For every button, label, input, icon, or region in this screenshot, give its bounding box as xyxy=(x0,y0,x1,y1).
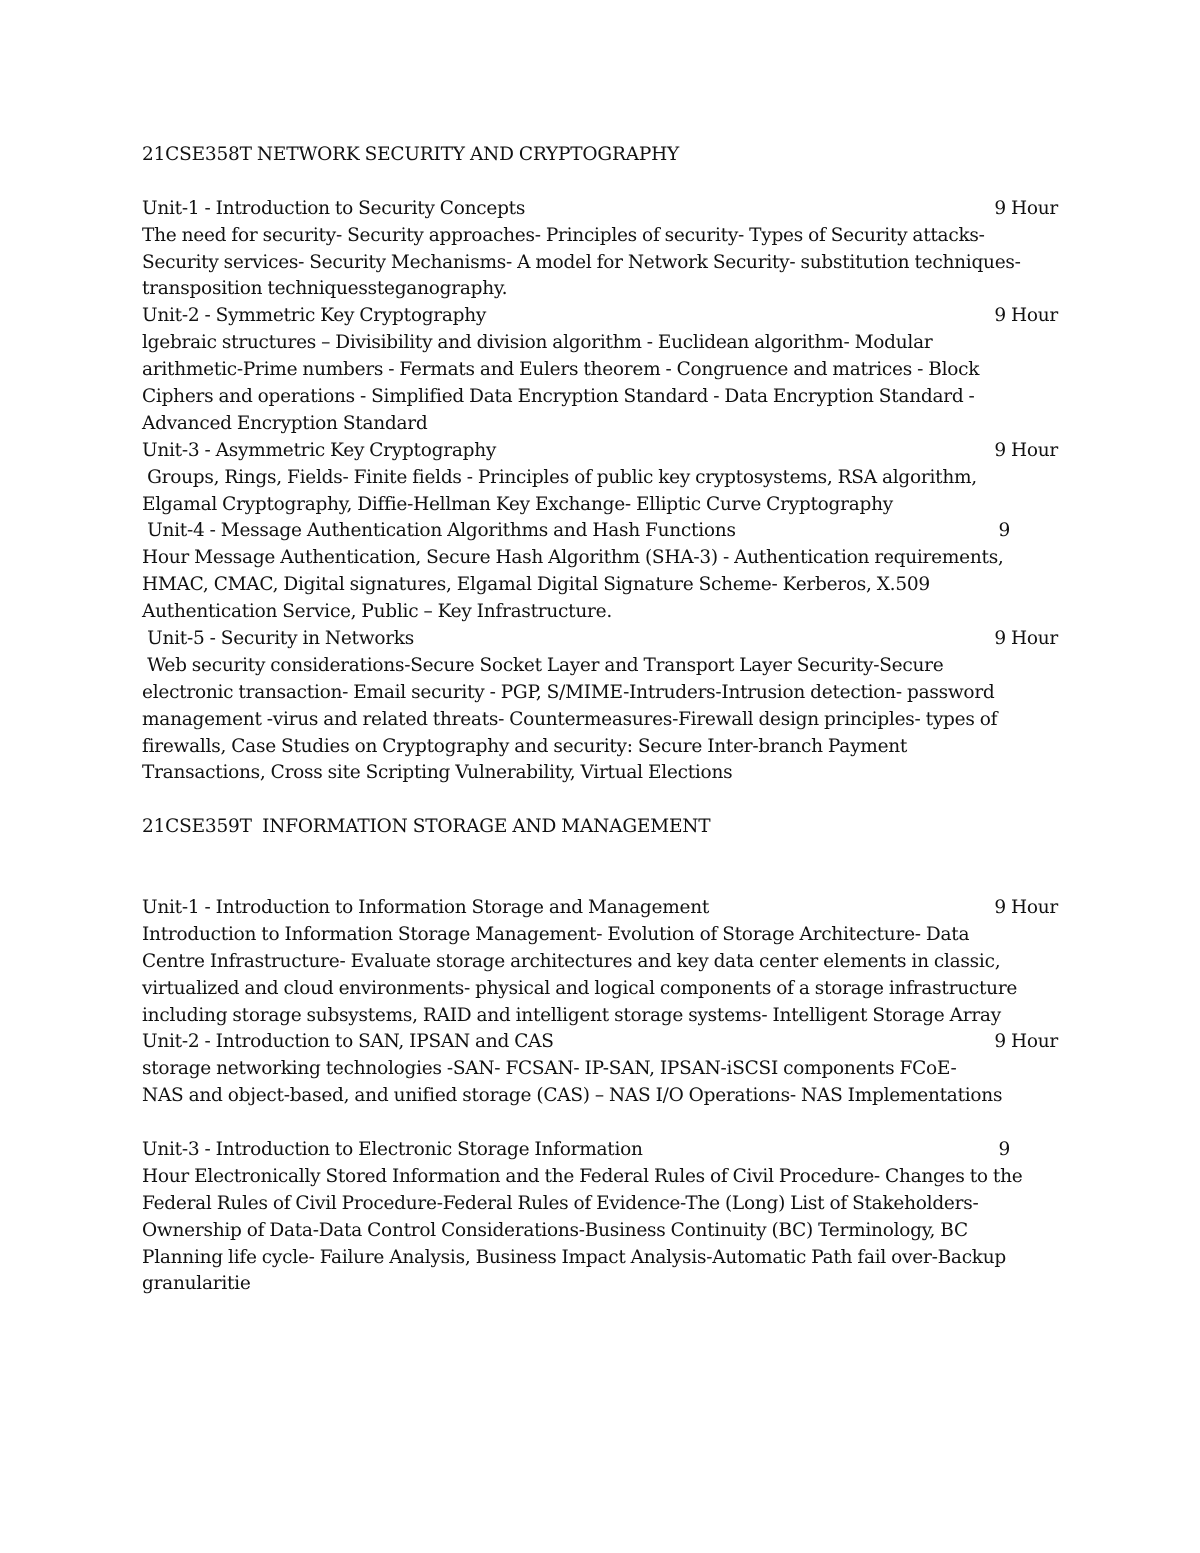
unit-heading xyxy=(142,196,1058,223)
unit-text-line: electronic transaction- Email security - PGP, S/MIME-Intruders-Intrusion detection- password xyxy=(142,681,995,703)
spacer xyxy=(142,841,1058,895)
unit-text-line: Planning life cycle- Failure Analysis, Business Impact Analysis-Automatic Path fail over-Backup xyxy=(142,1246,1007,1268)
unit-hours: 9 Hour xyxy=(994,1031,1058,1053)
unit-text-line: Ownership of Data-Data Control Considerations-Business Continuity (BC) Terminology, BC xyxy=(142,1219,968,1241)
unit-text-line: storage networking technologies -SAN- FCSAN- IP-SAN, IPSAN-iSCSI components FCoE- xyxy=(142,1058,957,1080)
unit-text-line: Ciphers and operations - Simplified Data Encryption Standard - Data Encryption Standard - xyxy=(142,386,975,408)
unit-hours: 9 Hour xyxy=(994,197,1058,219)
unit-text-line: Hour Electronically Stored Information and the Federal Rules of Civil Procedure- Changes to the xyxy=(142,1165,1023,1187)
unit-text-line: The need for security- Security approaches- Principles of security- Types of Security attacks- xyxy=(142,224,985,246)
unit-text-line: Centre Infrastructure- Evaluate storage architectures and key data center elements in classic, xyxy=(142,950,1001,972)
unit-heading xyxy=(142,303,1058,330)
unit-text-line: Hour Message Authentication, Secure Hash Algorithm (SHA-3) - Authentication requirements, xyxy=(142,547,1004,569)
unit-hours: 9 Hour xyxy=(994,439,1058,461)
unit-hours: 9 Hour xyxy=(994,896,1058,918)
unit-hours: 9 Hour xyxy=(994,628,1058,650)
course-title: 21CSE358T NETWORK SECURITY AND CRYPTOGRAPHY xyxy=(142,144,680,165)
unit-heading xyxy=(142,438,1058,465)
unit-title: Unit-3 - Introduction to Electronic Storage Information xyxy=(142,1138,643,1160)
unit-text-line: Authentication Service, Public – Key Infrastructure. xyxy=(142,601,612,623)
unit-text-line: lgebraic structures – Divisibility and division algorithm - Euclidean algorithm- Modular xyxy=(142,332,933,354)
unit-hours: 9 Hour xyxy=(994,305,1058,327)
unit-text-line: granularitie xyxy=(142,1273,251,1295)
unit-title: Unit-2 - Symmetric Key Cryptography xyxy=(142,305,487,327)
unit-text-line: Groups, Rings, Fields- Finite fields - Principles of public key cryptosystems, RSA algorithm, xyxy=(142,466,977,488)
unit-text-line: Security services- Security Mechanisms- A model for Network Security- substitution techniques- xyxy=(142,251,1021,273)
unit-title: Unit-1 - Introduction to Information Storage and Management xyxy=(142,896,710,918)
unit-text-line: firewalls, Case Studies on Cryptography and security: Secure Inter-branch Payment xyxy=(142,735,908,757)
unit-title: Unit-3 - Asymmetric Key Cryptography xyxy=(142,439,497,461)
spacer xyxy=(142,1110,1058,1137)
unit-text-line: Federal Rules of Civil Procedure-Federal Rules of Evidence-The (Long) List of Stakeholders- xyxy=(142,1192,979,1214)
unit-heading xyxy=(142,1137,1058,1164)
unit-text-line: management -virus and related threats- Countermeasures-Firewall design principles- types of xyxy=(142,708,998,730)
unit-text-line: virtualized and cloud environments- physical and logical components of a storage infrastructure xyxy=(142,977,1018,999)
unit-title: Unit-1 - Introduction to Security Concepts xyxy=(142,197,526,219)
unit-title: Unit-4 - Message Authentication Algorithms and Hash Functions xyxy=(142,520,736,542)
course-title: 21CSE359T INFORMATION STORAGE AND MANAGEMENT xyxy=(142,816,711,838)
unit-hours: 9 xyxy=(998,1138,1010,1160)
unit-text-line: arithmetic-Prime numbers - Fermats and Eulers theorem - Congruence and matrices - Block xyxy=(142,359,980,381)
unit-text-line: Elgamal Cryptography, Diffie-Hellman Key Exchange- Elliptic Curve Cryptography xyxy=(142,493,893,515)
unit-text-line: including storage subsystems, RAID and intelligent storage systems- Intelligent Storage Array xyxy=(142,1004,1001,1026)
unit-heading xyxy=(142,895,1058,922)
unit-text-line: NAS and object-based, and unified storage (CAS) – NAS I/O Operations- NAS Implementations xyxy=(142,1085,1003,1107)
unit-text-line: HMAC, CMAC, Digital signatures, Elgamal Digital Signature Scheme- Kerberos, X.509 xyxy=(142,574,930,596)
spacer xyxy=(142,169,1058,196)
document-page xyxy=(142,142,1058,1298)
unit-text-line: Web security considerations-Secure Socket Layer and Transport Layer Security-Secure xyxy=(142,654,944,676)
unit-title: Unit-2 - Introduction to SAN, IPSAN and CAS xyxy=(142,1031,554,1053)
unit-text-line: Introduction to Information Storage Management- Evolution of Storage Architecture- Data xyxy=(142,923,970,945)
unit-heading xyxy=(142,518,1058,545)
unit-text-line: Advanced Encryption Standard xyxy=(142,412,428,434)
unit-title: Unit-5 - Security in Networks xyxy=(142,628,414,650)
unit-heading xyxy=(142,626,1058,653)
unit-heading xyxy=(142,1029,1058,1056)
unit-text-line: Transactions, Cross site Scripting Vulnerability, Virtual Elections xyxy=(142,762,733,784)
spacer xyxy=(142,787,1058,814)
unit-text-line: transposition techniquessteganography. xyxy=(142,278,508,300)
unit-hours: 9 xyxy=(998,520,1010,542)
